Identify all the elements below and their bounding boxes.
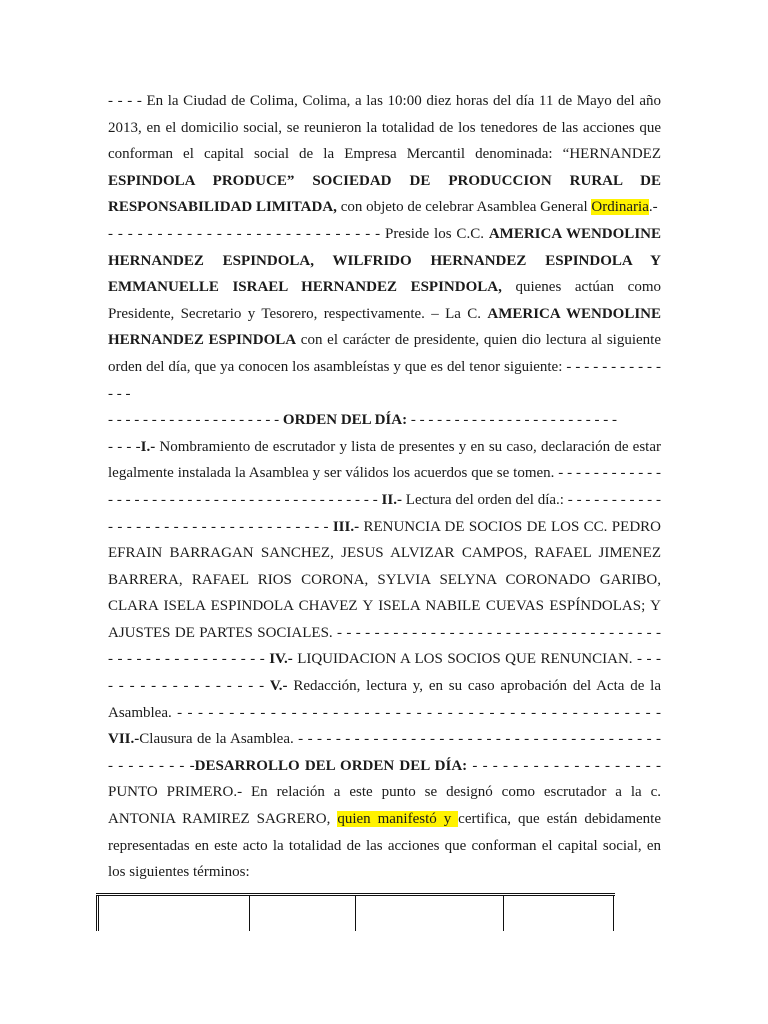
section-heading-desarrollo: - - - - - - - - -DESARROLLO DEL ORDEN DEL DÍA: - - - - - - - - - - - - - - - - - - - <box>108 757 661 774</box>
text-line: AJUSTES DE PARTES SOCIALES. - - - - - - - - - - - - - - - - - - - - - - - - - - - - - - - - - - - <box>108 624 661 641</box>
text-line: - - - - - - - - - - - - - - - - - IV.- LIQUIDACION A LOS SOCIOS QUE RENUNCIAN. - - - <box>108 651 661 668</box>
text-line: - - - - En la Ciudad de Colima, Colima, a las 10:00 diez horas del día 11 de Mayo del año <box>108 93 661 109</box>
text-line: HERNANDEZ ESPINDOLA con el carácter de presidente, quien dio lectura al siguiente <box>108 332 661 349</box>
text-line: CLARA ISELA ESPINDOLA CHAVEZ Y ISELA NABILE CUEVAS ESPÍNDOLAS; Y <box>108 598 661 615</box>
text-line: - - - - - - - - - - - - - - - - - - - - - - - - - - - - Preside los C.C. AMERICA WENDOLINE <box>108 225 661 242</box>
text-line: - - - -I.- Nombramiento de escrutador y lista de presentes y en su caso, declaración de estar <box>108 438 661 455</box>
text-line: representadas en este acto la totalidad de las acciones que conforman el capital social, en <box>108 837 661 854</box>
highlighted-text: Ordinaria <box>591 199 649 216</box>
text-line: - - - <box>108 385 131 402</box>
text-line: VII.-Clausura de la Asamblea. - - - - - - - - - - - - - - - - - - - - - - - - - - - - - - - - - - - - - - - <box>108 731 661 748</box>
highlighted-text: quien manifestó y <box>337 811 459 828</box>
text-line: los siguientes términos: <box>108 864 250 881</box>
text-line: - - - - - - - - - - - - - - - V.- Redacción, lectura y, en su caso aprobación del Acta de la <box>108 678 661 695</box>
document-body <box>108 88 661 886</box>
text-line: EFRAIN BARRAGAN SANCHEZ, JESUS ALVIZAR CAMPOS, RAFAEL JIMENEZ <box>108 545 661 562</box>
text-line: BARRERA, RAFAEL RIOS CORONA, SYLVIA SELYNA CORONADO GARIBO, <box>108 571 661 588</box>
text-line: - - - - - - - - - - - - - - - - - - - - - - - - III.- RENUNCIA DE SOCIOS DE LOS CC. PEDRO <box>108 518 661 535</box>
table-column-border <box>96 896 99 931</box>
text-line: HERNANDEZ ESPINDOLA, WILFRIDO HERNANDEZ ESPINDOLA Y <box>108 252 661 269</box>
text-line: PUNTO PRIMERO.- En relación a este punto se designó como escrutador a la c. <box>108 784 661 801</box>
text-line: Presidente, Secretario y Tesorero, respectivamente. – La C. AMERICA WENDOLINE <box>108 305 661 322</box>
shareholders-table <box>96 893 615 931</box>
text-line: 2013, en el domicilio social, se reunieron la totalidad de los tenedores de las acciones que <box>108 119 661 136</box>
table-column-border <box>249 896 250 931</box>
table-column-border <box>503 896 504 931</box>
text-line: conforman el capital social de la Empresa Mercantil denominada: “HERNANDEZ <box>108 146 661 163</box>
text-line: ESPINDOLA PRODUCE” SOCIEDAD DE PRODUCCION RURAL DE <box>108 172 661 189</box>
text-line: RESPONSABILIDAD LIMITADA, con objeto de celebrar Asamblea General Ordinaria.- <box>108 199 658 216</box>
section-heading-orden: - - - - - - - - - - - - - - - - - - - - ORDEN DEL DÍA: - - - - - - - - - - - - - - - - - - - - - - - - <box>108 412 617 429</box>
text-line: - - - - - - - - - - - - - - - - - - - - - - - - - - - - - - - II.- Lectura del orden del día.: - - - - - - - - - - - <box>108 491 661 508</box>
text-line: orden del día, que ya conocen los asambleístas y que es del tenor siguiente: - - - - - - - - - - - <box>108 358 661 375</box>
text-line: Asamblea. - - - - - - - - - - - - - - - - - - - - - - - - - - - - - - - - - - - - - - - - - - - - - - - <box>108 704 661 721</box>
table-column-border <box>355 896 356 931</box>
text-line: legalmente instalada la Asamblea y ser válidos los acuerdos que se tomen. - - - - - - - - - - - - <box>108 465 661 482</box>
text-line: EMMANUELLE ISRAEL HERNANDEZ ESPINDOLA, quienes actúan como <box>108 279 661 296</box>
table-column-border <box>613 896 614 931</box>
text-line: ANTONIA RAMIREZ SAGRERO, quien manifestó y certifica, que están debidamente <box>108 811 661 828</box>
